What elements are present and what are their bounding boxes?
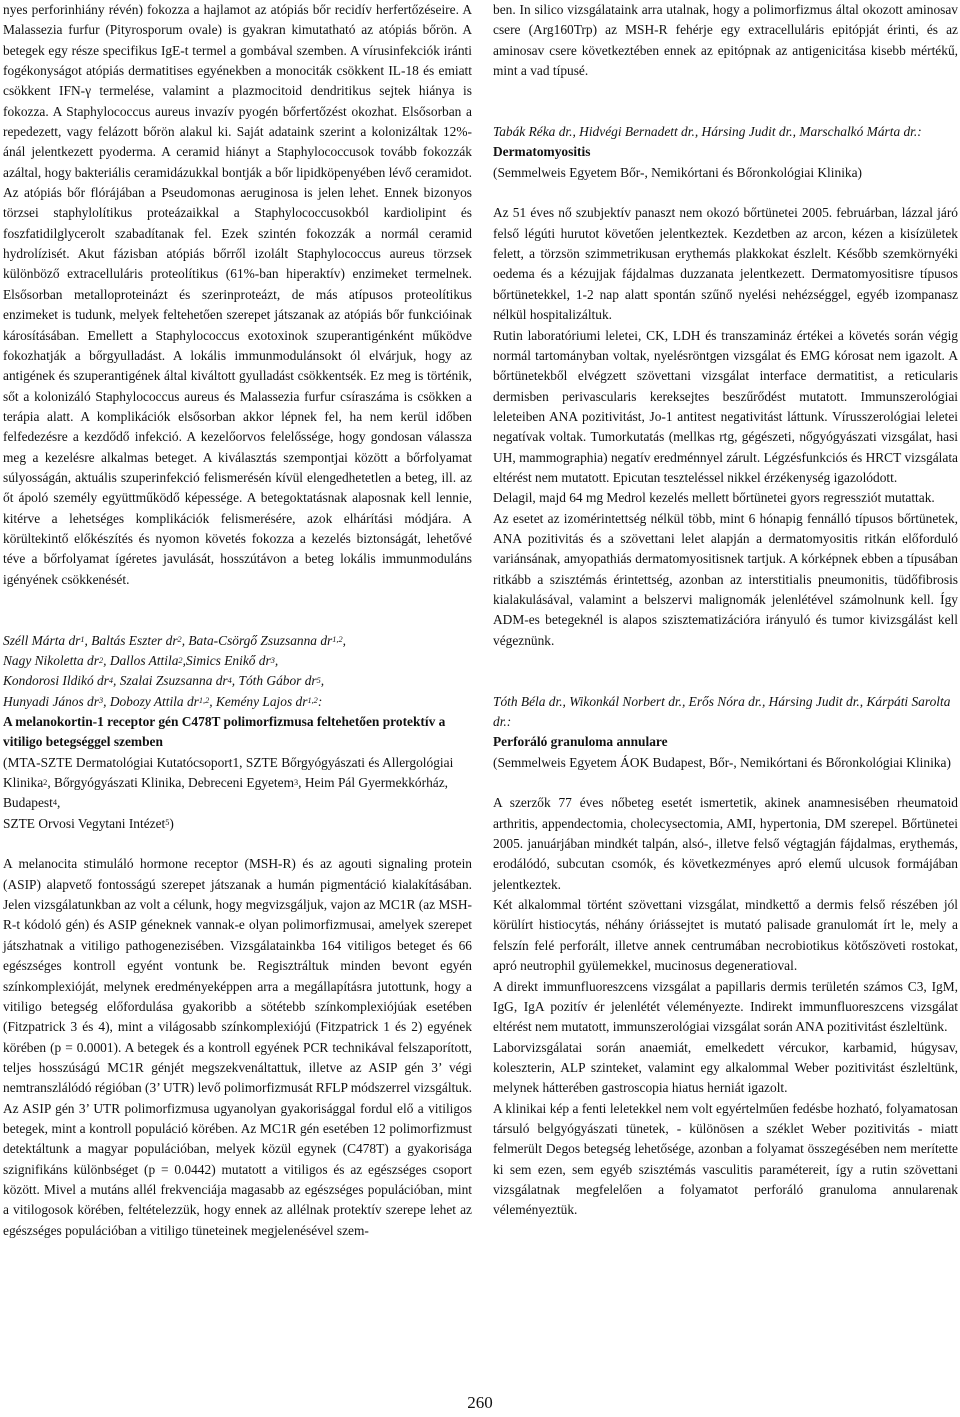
spacer	[493, 81, 958, 101]
spacer	[493, 651, 958, 671]
abstract-body: A melanocita stimuláló hormone receptor (MSH-R) és az agouti signaling protein (ASIP) alapvető fontosságú szerepet játszanak a humán pigmentáció kialakításában. Jelen vizsgálatunkban az volt a célunk, hogy megvizsgáljuk, vajon az MC1R (az MSH-R-t kódoló gén) és ASIP géneknek vannak-e olyan polimorfizmusai, amelyek szerepet játszhatnak a vitiligo pathogenezisében. Vizsgálatainkba 164 vitiligos beteget és 66 egészséges kontroll egyént vontunk be. Regisztráltuk minden bevont egyén színkomplexióját, melynek eredményeképpen arra a megállapításra jutottunk, hogy a vitiligo betegség előfordulása gyakoribb a sötétebb színkomplexiójúak esetében (Fitzpatrick 3 és 4), mint a világosabb színkomplexiójú (Fitzpatrick 1 és 2) egyének körében (p = 0.0001). A betegek és a kontroll egyének PCR technikával felszaporított, teljes hosszúságú MC1R génjét megszekvenáltattuk, illetve az ASIP gén 3’ végi nemtranszlálódó régióban (3’ UTR) levő polimorfizmusát RFLP módszerrel vizsgáltuk. Az ASIP gén 3’ UTR polimorfizmusa ugyanolyan gyakorisággal fordul elő a vitiligos betegek, mint a kontroll populáció körében. Az MC1R gén esetében 12 polimorfizmust detektáltunk a magyar populációban, melyek közül egynek (C478T) a gyakorisága szignifikáns különbséget (p = 0.0442) mutatott a vitiligos és az egészséges csoport között. Mivel a mutáns allél frekvenciája magasabb az egészséges populációban, mint a vitilogosok körében, feltételezzük, hogy ennek az allélnak protektív szerepe lehet az egészséges populációban a vitiligo tüneteinek megjelenésével szem-	[3, 856, 472, 1238]
abstract-body-paragraph: A szerzők 77 éves nőbeteg esetét ismertetik, akinek anamnesisében rheumatoid arthritis, appendectomia, cholecysectomia, AMI, hypertonia, DM szerepel. Bőrtünetei 2005. januárjában mindkét talpán, alsó-, illetve felső végtagján fájdalmas, erythemás, erodálódó, subcutan csomók, és következményes apró elemű ulcusok formájában jelentkeztek.	[493, 795, 958, 892]
spacer	[3, 590, 472, 610]
abstract-authors: Széll Márta $dr^1$, Baltás Eszter $dr^2$, Bata-Csörgő Zsuzsanna dr$^{1,2}$, Nagy Nikoletta $dr^2$, Dallos Attila$^2$,Simics Enikő $dr^3$, Kondorosi Ildikó $dr^4$, Szalai Zsuzsanna $dr^4$, Tóth Gábor $dr^5$, Hunyadi János $dr^3$, Dobozy Attila dr$^{1,2}$, Kemény Lajos dr$^{1,2}$:	[3, 632, 346, 709]
spacer	[3, 610, 472, 630]
left-column	[3, 0, 472, 1241]
page-number: 260	[467, 1393, 493, 1412]
abstract-affiliation: (MTA-SZTE Dermatológiai Kutatócsoport1, SZTE Bőrgyógyászati és Allergológiai Klinika$^2$, Bőrgyógyászati Klinika, Debreceni Egyetem$^3$, Heim Pál Gyermekkórház, Budapest$^4$, SZTE Orvosi Vegytani Intézet$^5$)	[3, 754, 454, 831]
right-continuation-paragraph: ben. In silico vizsgálataink arra utalnak, hogy a polimorfizmus által okozott aminosav csere (Arg160Trp) az MSH-R fehérje egy extracelluláris epitópját érinti, és az aminosav csere következtében ennek az epitópnak az antigenicitása kisebb mértékű, mint a vad típusé.	[493, 2, 958, 79]
abstract-title: Dermatomyositis	[493, 144, 591, 160]
spacer	[493, 773, 958, 793]
abstract-body-paragraph: Két alkalommal történt szövettani vizsgálat, mindkettő a dermis felső részében jól körülírt histiocytás, néhány óriássejtet is mutató palisade granulomát írt le, mely a felszín felé perforált, illetve annek centrumában necrobiotikus kötőszöveti rostokat, apró neutrophil gyülemekkel, mucinosus degeneratioval.	[493, 897, 958, 974]
abstract-body-paragraph: Laborvizsgálatai során anaemiát, emelkedett vércukor, karbamid, húgysav, koleszterin, ALP szinteket, valamint egy alkalommal Weber pozitivitást észleltünk, melynek hátterében gastroscopia hiatus herniát igazolt.	[493, 1039, 958, 1096]
abstract-body-paragraph: Rutin laboratóriumi leletei, CK, LDH és transzamináz értékei a követés során végig normál tartományban voltak, nyelésröntgen vizsgálat és EMG kórosat nem igazolt. A bőrtünetekből elvégzett szövettani vizsgálat interface dermatitist, a reticularis dermisben perivascularis kereksejtes beszűrődést mutatott. Immunszerológiai leleteiben ANA pozitivitást, Jo-1 antitest negativitást láttunk. Vírusszerológiai leletei negatívak voltak. Tumorkutatás (mellkas rtg, gégészeti, nőgyógyászati vizsgálat, hasi UH, mammographia) negatív eredménnyel zárult. Légzésfunkciós és HRCT vizsgálata eltérést nem mutatott. Epicutan teszteléssel nikkel érzékenység igazolódott.	[493, 327, 958, 485]
abstract-authors: Tóth Béla dr., Wikonkál Norbert dr., Erős Nóra dr., Hársing Judit dr., Kárpáti Sarolta dr.:	[493, 693, 951, 730]
abstract-title: A melanokortin-1 receptor gén C478T polimorfizmusa feltehetően protektív a vitiligo betegséggel szemben	[3, 714, 446, 750]
abstract-perforalo-granuloma	[493, 692, 958, 1221]
abstract-body-paragraph: Delagil, majd 64 mg Medrol kezelés mellett bőrtünetei gyors regressziót mutattak.	[493, 490, 935, 506]
spacer	[493, 183, 958, 203]
abstract-melanokortin	[3, 631, 472, 1241]
abstract-body-paragraph: A klinikai kép a fenti leletekkel nem volt egyértelműen fedésbe hozható, folyamatosan társuló belgyógyászati tünetek, - különösen a széklet Weber pozitivitás - miatt felmerült Degos betegség lehetősége, azonban a folyamat összegésében nem merítette ki sem ezen, sem egyéb szisztémás vasculitis paramétereit, így a rutin szövettani vizsgálatnak megfelelően a folyamatot perforáló granuloma annularenak véleményeztük.	[493, 1100, 958, 1218]
abstract-affiliation: (Semmelweis Egyetem Bőr-, Nemikórtani és Bőronkológiai Klinika)	[493, 164, 863, 180]
spacer	[3, 834, 472, 854]
spacer	[493, 102, 958, 122]
abstract-title: Perforáló granuloma annulare	[493, 734, 668, 750]
right-column	[493, 0, 958, 1221]
abstract-body-paragraph: A direkt immunfluoreszcens vizsgálat a papillaris dermis területén számos C3, IgM, IgG, IgA pozitív ér jelenlétét véleményezte. Indirekt immunfluoreszcens vizsgálat eltérést nem mutatott, immunszerológiai vizsgálat során ANA pozitivitást észleltünk.	[493, 978, 958, 1035]
abstract-affiliation: (Semmelweis Egyetem ÁOK Budapest, Bőr-, Nemikórtani és Bőronkológiai Klinika)	[493, 754, 951, 770]
left-continuation-paragraph: nyes perforinhiány révén) fokozza a hajlamot az atópiás bőr recidív herfertőzéseire. A Malassezia furfur (Pityrosporum ovale) is gyakran kimutatható az atópiás bőrön. A betegek egy része specifikus IgE-t termel a gombával szemben. A vírusinfekciók iránti fogékonyságot atópiás dermatitises egyénekben a monociták csökkent IL-18 és emiatt csökkent IFN-γ termelése, valamint a plazmocitoid dendritikus sejtek hiánya is fokozza. A Staphylococcus aureus invazív pyogén bőrfertőzést okozhat. Elsősorban a repedezett, vagy felázott bőrön alakul ki. Saját adataink szerint a kolonizáltak 12%-ánál jelentkezett pyoderma. A ceramid hiányt a Staphylococcusok tovább fokozzák azáltal, hogy bakteriális ceramidázukkal bontják a bőr lipidköpenyében lévő ceramidot. Az atópiás bőr flórájában a Pseudomonas aeruginosa is jelen lehet. Ennek bizonyos törzsei staphylolítikus proteázaikkal a Staphylococcusokból kardiolipint és foszfatidilglycerolt szabadítanak fel. Ezek szintén fokozzák a normál ceramid hydrolízisét. Akut fázisban atópiás bőrről izolált Staphylococcus aureus törzsek különböző extracelluláris proteolítikus (61%-ban hiperaktív) enzimeket termelnek. Elsősorban metalloproteinázt és szerinproteázt, de más atípusos proteolítikus enzimeket is tudunk, melyek feltehetően szerepet játszanak az atópiás bőr funkcióinak károsításában. Emellett a Staphylococcus exotoxinok szuperantigénként működve fokozhatják a bőrgyulladást. A lokális immunmodulánsokt ól elvárjuk, hogy az antigének és szuperantigének által kiváltott gyulladást csökkentsék. Ez meg is történik, sőt a kolonizáló Staphylococcus aureus és Malassezia furfur csíraszáma is csökken a terápia alatt. A komplikációk elsősorban akkor lépnek fel, ha nem kerül időben felfedezésre a kezdődő infekció. A kezelőorvos felelőssége, hogy gondosan válassza meg a kezelésre alkalmas beteget. A kiválasztás szempontjai között a bőrfolyamat súlyosságán, aktuális szuperinfekció felismerésén kívül elengedhetetlen a beteg, ill. az őt ápoló személy együttműködő képessége. A betegoktatásnak alaposnak kell lennie, kitérve a lehetséges komplikációk felismerésére, azok elhárítási módjára. A körültekintő előkészítés és nyomon követés fokozza a kezelés biztonságát, lehetővé téve a bőrfolyamat ígéretes javulását, hosszútávon a beteg lokális immunmoduláns igényének csökkenését.	[3, 2, 472, 587]
abstract-body-paragraph: Az esetet az izomérintettség nélkül több, mint 6 hónapig fennálló típusos bőrtünetek, ANA pozitivitás és a szövettani lelet alapján a dermatomyositis ritkán előforduló variánsának, amyopathiás dermatomyositisnek tartjuk. A kórképnek ebben a típusában ritkább a szisztémás érintettség, azonban az interstitialis pneumonitis, tüdőfibrosis kialakulásával, valamint a belszervi malignomák jelenlétével számolnunk kell. Így ADM-es betegeknél is alapos szisztematizációra irányuló és tumor kivizsgálást kell végeznünk.	[493, 510, 958, 648]
abstract-body-paragraph: Az 51 éves nő szubjektív panaszt nem okozó bőrtünetei 2005. februárban, lázzal járó felső légúti hurutot követően jelentkeztek. Kezdetben az arcon, kézen a kisízületek felett, a törzsön szimmetrikusan erythemás plakkokat észlelt. Később szemkörnyéki oedema és a kézujjak fájdalmas duzzanata jelentkezett. Dermatomyositisre típusos bőrtünetekkel, 1-2 nap alatt spontán szűnő nyelési nehézséggel, egyéb izompanasz nélkül hospitalizáltuk.	[493, 205, 958, 323]
abstract-authors: Tabák Réka dr., Hidvégi Bernadett dr., Hársing Judit dr., Marschalkó Márta dr.:	[493, 124, 922, 140]
abstract-dermatomyositis	[493, 122, 958, 651]
spacer	[493, 671, 958, 691]
